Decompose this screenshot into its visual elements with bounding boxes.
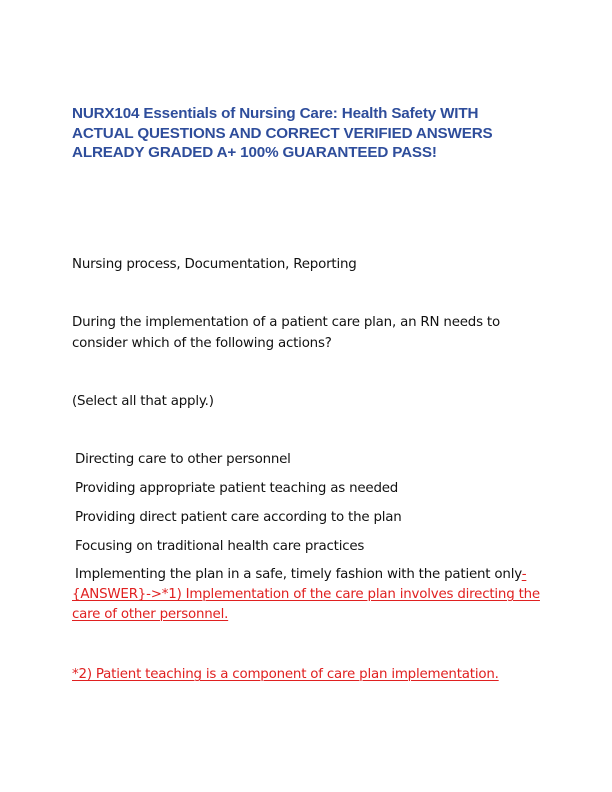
option-item: Focusing on traditional health care practices <box>75 539 365 554</box>
answer-options-list <box>75 449 545 565</box>
document-title: NURX104 Essentials of Nursing Care: Health Safety WITH ACTUAL QUESTIONS AND CORRECT VERIFIED ANSWERS ALREADY GRADED A+ 100% GUARANTEED PASS! <box>72 105 493 161</box>
answer-text-1: - {ANSWER}->*1) Implementation of the care plan involves directing the care of other personnel. <box>72 567 540 622</box>
option-item: Directing care to other personnel <box>75 452 291 467</box>
instruction-text: (Select all that apply.) <box>72 394 214 409</box>
option-item: Implementing the plan in a safe, timely fashion with the patient only <box>75 567 522 582</box>
answer-text-2: *2) Patient teaching is a component of care plan implementation. <box>72 667 499 682</box>
section-heading: Nursing process, Documentation, Reporting <box>72 257 357 272</box>
last-option-with-answer <box>72 565 542 625</box>
question-text: During the implementation of a patient care plan, an RN needs to consider which of the following actions? <box>72 315 500 351</box>
option-item: Providing direct patient care according to the plan <box>75 510 402 525</box>
option-item: Providing appropriate patient teaching as needed <box>75 481 399 496</box>
